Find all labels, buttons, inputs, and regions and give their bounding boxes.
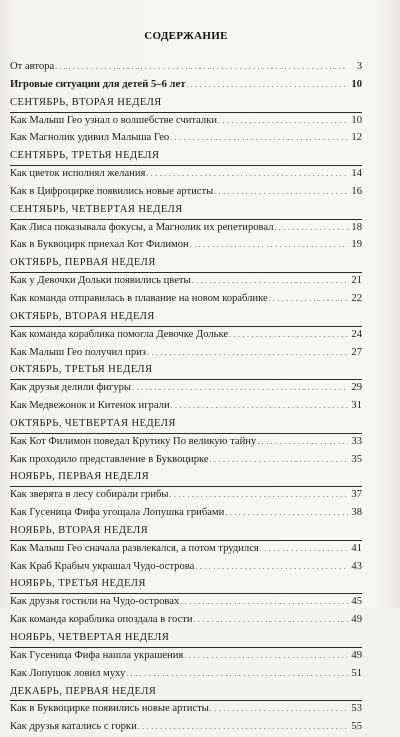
- entry-title: Как Лиса показывала фокусы, а Магнолик их репетировал: [10, 221, 274, 233]
- dot-leader: [194, 612, 348, 628]
- entry-title: Как Лопушок ловил муху: [10, 667, 126, 679]
- section-label: НОЯБРЬ, ТРЕТЬЯ НЕДЕЛЯ: [10, 578, 146, 590]
- page-number: 24: [351, 328, 362, 340]
- toc-entry: [10, 719, 362, 737]
- entry-title: От автора: [10, 61, 55, 72]
- page-number: 19: [351, 239, 362, 251]
- toc-section-heading: [10, 95, 362, 113]
- dot-leader: [192, 273, 348, 289]
- toc-entry: [10, 327, 362, 345]
- page-number: 38: [351, 507, 362, 519]
- entry-title: Как Кот Филимон поведал Крутику По великую тайну: [10, 435, 257, 447]
- entry-title: Как в Цифроцирке появились новые артисты: [10, 185, 214, 197]
- section-label: НОЯБРЬ, ПЕРВАЯ НЕДЕЛЯ: [10, 471, 150, 483]
- section-label: НОЯБРЬ, ЧЕТВЕРТАЯ НЕДЕЛЯ: [10, 632, 170, 643]
- entry-title: Как Краб Крабыч украшал Чудо-острова: [10, 560, 195, 572]
- page-number: 37: [351, 489, 362, 501]
- toc-entry: [10, 237, 362, 255]
- page-number: 43: [351, 560, 362, 572]
- toc-entry: [10, 130, 362, 148]
- entry-title: Как Малыш Гео узнал о волшебстве считалки: [10, 114, 218, 126]
- page-number: 55: [351, 721, 362, 733]
- toc-entry: [10, 487, 362, 505]
- entry-title: Как проходило представление в Буквоцирке: [10, 453, 209, 465]
- page-number: 3: [356, 61, 362, 72]
- entry-title: Как Малыш Гео получил приз: [10, 346, 146, 358]
- dot-leader: [260, 541, 348, 557]
- page-number: 10: [351, 114, 362, 126]
- toc-entry: [10, 59, 362, 77]
- dot-leader: [170, 487, 348, 503]
- page-number: 49: [351, 614, 362, 626]
- dot-leader: [132, 380, 348, 396]
- toc-section-heading: [10, 523, 362, 541]
- toc-entry: [10, 612, 362, 630]
- entry-title: Как цветок исполнял желания: [10, 168, 146, 180]
- section-label: СЕНТЯБРЬ, ТРЕТЬЯ НЕДЕЛЯ: [10, 150, 160, 162]
- entry-title: Как Медвежонок и Китенок играли: [10, 400, 170, 412]
- dot-leader: [190, 237, 348, 253]
- table-of-contents: [10, 27, 362, 737]
- entry-title: Как Магнолик удивил Малыша Гео: [10, 132, 170, 144]
- toc-entry: [10, 648, 362, 666]
- toc-entry: [10, 452, 362, 470]
- toc-section-heading: [10, 362, 362, 380]
- toc-entry: [10, 273, 362, 291]
- toc-entry: [10, 594, 362, 612]
- dot-leader: [55, 59, 348, 75]
- toc-entry: [10, 291, 362, 309]
- toc-entry: [10, 559, 362, 577]
- dot-leader: [195, 559, 348, 575]
- entry-title: Как команда кораблика помогла Девочке Дольке: [10, 328, 229, 340]
- page-number: 12: [351, 132, 362, 144]
- toc-section-heading: [10, 684, 362, 702]
- entry-title: Как Гусеница Фифа угощала Лопушка грибами: [10, 507, 225, 519]
- page-number: 31: [351, 400, 362, 412]
- page-number: 41: [351, 542, 362, 554]
- page-number: 21: [351, 275, 362, 287]
- page-number: 35: [351, 453, 362, 465]
- entry-title: Игровые ситуации для детей 5–6 лет: [10, 78, 186, 90]
- entry-title: Как в Буквоцирке появились новые артисты: [10, 703, 209, 715]
- page-number: 22: [351, 292, 362, 304]
- page-number: 18: [351, 221, 362, 233]
- toc-entry: [10, 113, 362, 131]
- section-label: СЕНТЯБРЬ, ЧЕТВЕРТАЯ НЕДЕЛЯ: [10, 203, 183, 215]
- page-number: 45: [351, 596, 362, 608]
- dot-leader: [170, 130, 348, 146]
- toc-entry: [10, 184, 362, 202]
- section-label: ОКТЯБРЬ, ЧЕТВЕРТАЯ НЕДЕЛЯ: [10, 417, 176, 429]
- toc-entry: [10, 505, 362, 523]
- page-number: 51: [351, 667, 362, 679]
- toc-entry: [10, 398, 362, 416]
- section-label: ОКТЯБРЬ, ВТОРАЯ НЕДЕЛЯ: [10, 310, 155, 322]
- toc-entry: [10, 166, 362, 184]
- entry-title: Как команда отправилась в плавание на новом кораблике: [10, 292, 268, 304]
- toc-section-heading: [10, 576, 362, 594]
- dot-leader: [225, 505, 348, 521]
- page-number: 16: [351, 185, 362, 197]
- dot-leader: [214, 184, 348, 200]
- toc-section-heading: [10, 416, 362, 434]
- toc-entry: [10, 541, 362, 559]
- toc-entry: [10, 345, 362, 363]
- page-edge-shadow: [372, 0, 400, 608]
- dot-leader: [171, 398, 348, 414]
- toc-list: [10, 59, 362, 737]
- page-number: 33: [351, 435, 362, 447]
- section-label: ОКТЯБРЬ, ПЕРВАЯ НЕДЕЛЯ: [10, 257, 156, 269]
- entry-title: Как у Девочки Дольки появились цветы: [10, 275, 191, 287]
- toc-section-heading: [10, 255, 362, 273]
- toc-part-heading: [10, 77, 362, 95]
- toc-section-heading: [10, 630, 362, 648]
- dot-leader: [126, 666, 348, 682]
- toc-entry: [10, 380, 362, 398]
- dot-leader: [269, 291, 348, 307]
- dot-leader: [275, 220, 349, 236]
- entry-title: Как в Буквоцирк приехал Кот Филимон: [10, 239, 189, 251]
- section-label: НОЯБРЬ, ВТОРАЯ НЕДЕЛЯ: [10, 524, 149, 536]
- section-label: ДЕКАБРЬ, ПЕРВАЯ НЕДЕЛЯ: [10, 685, 157, 697]
- page-number: 27: [351, 346, 362, 358]
- dot-leader: [186, 77, 348, 93]
- toc-entry: [10, 666, 362, 684]
- dot-leader: [210, 452, 348, 468]
- page-number: 53: [351, 703, 362, 715]
- section-label: СЕНТЯБРЬ, ВТОРАЯ НЕДЕЛЯ: [10, 96, 162, 108]
- page-number: 14: [351, 168, 362, 180]
- entry-title: Как команда кораблика опоздала в гости: [10, 614, 193, 626]
- entry-title: Как Гусеница Фифа нашла украшения: [10, 649, 184, 661]
- page-title: СОДЕРЖАНИЕ: [144, 30, 228, 42]
- dot-leader: [147, 345, 348, 361]
- dot-leader: [229, 327, 348, 343]
- entry-title: Как Малыш Гео сначала развлекался, а потом трудился: [10, 542, 259, 554]
- page-number: 10: [351, 78, 362, 90]
- section-label: ОКТЯБРЬ, ТРЕТЬЯ НЕДЕЛЯ: [10, 364, 153, 376]
- entry-title: Как зверята в лесу собирали грибы: [10, 489, 169, 501]
- toc-entry: [10, 701, 362, 719]
- entry-title: Как друзья катались с горки: [10, 721, 137, 733]
- toc-section-heading: [10, 469, 362, 487]
- dot-leader: [257, 434, 348, 450]
- toc-section-heading: [10, 309, 362, 327]
- entry-title: Как друзья гостили на Чудо-островах: [10, 596, 180, 608]
- dot-leader: [218, 113, 348, 129]
- dot-leader: [138, 719, 348, 735]
- dot-leader: [184, 648, 348, 664]
- entry-title: Как друзья делили фигуры: [10, 382, 132, 394]
- toc-entry: [10, 434, 362, 452]
- dot-leader: [146, 166, 348, 182]
- toc-section-heading: [10, 202, 362, 220]
- page-number: 29: [351, 382, 362, 394]
- page-number: 49: [351, 649, 362, 661]
- toc-section-heading: [10, 148, 362, 166]
- dot-leader: [210, 701, 348, 717]
- toc-entry: [10, 220, 362, 238]
